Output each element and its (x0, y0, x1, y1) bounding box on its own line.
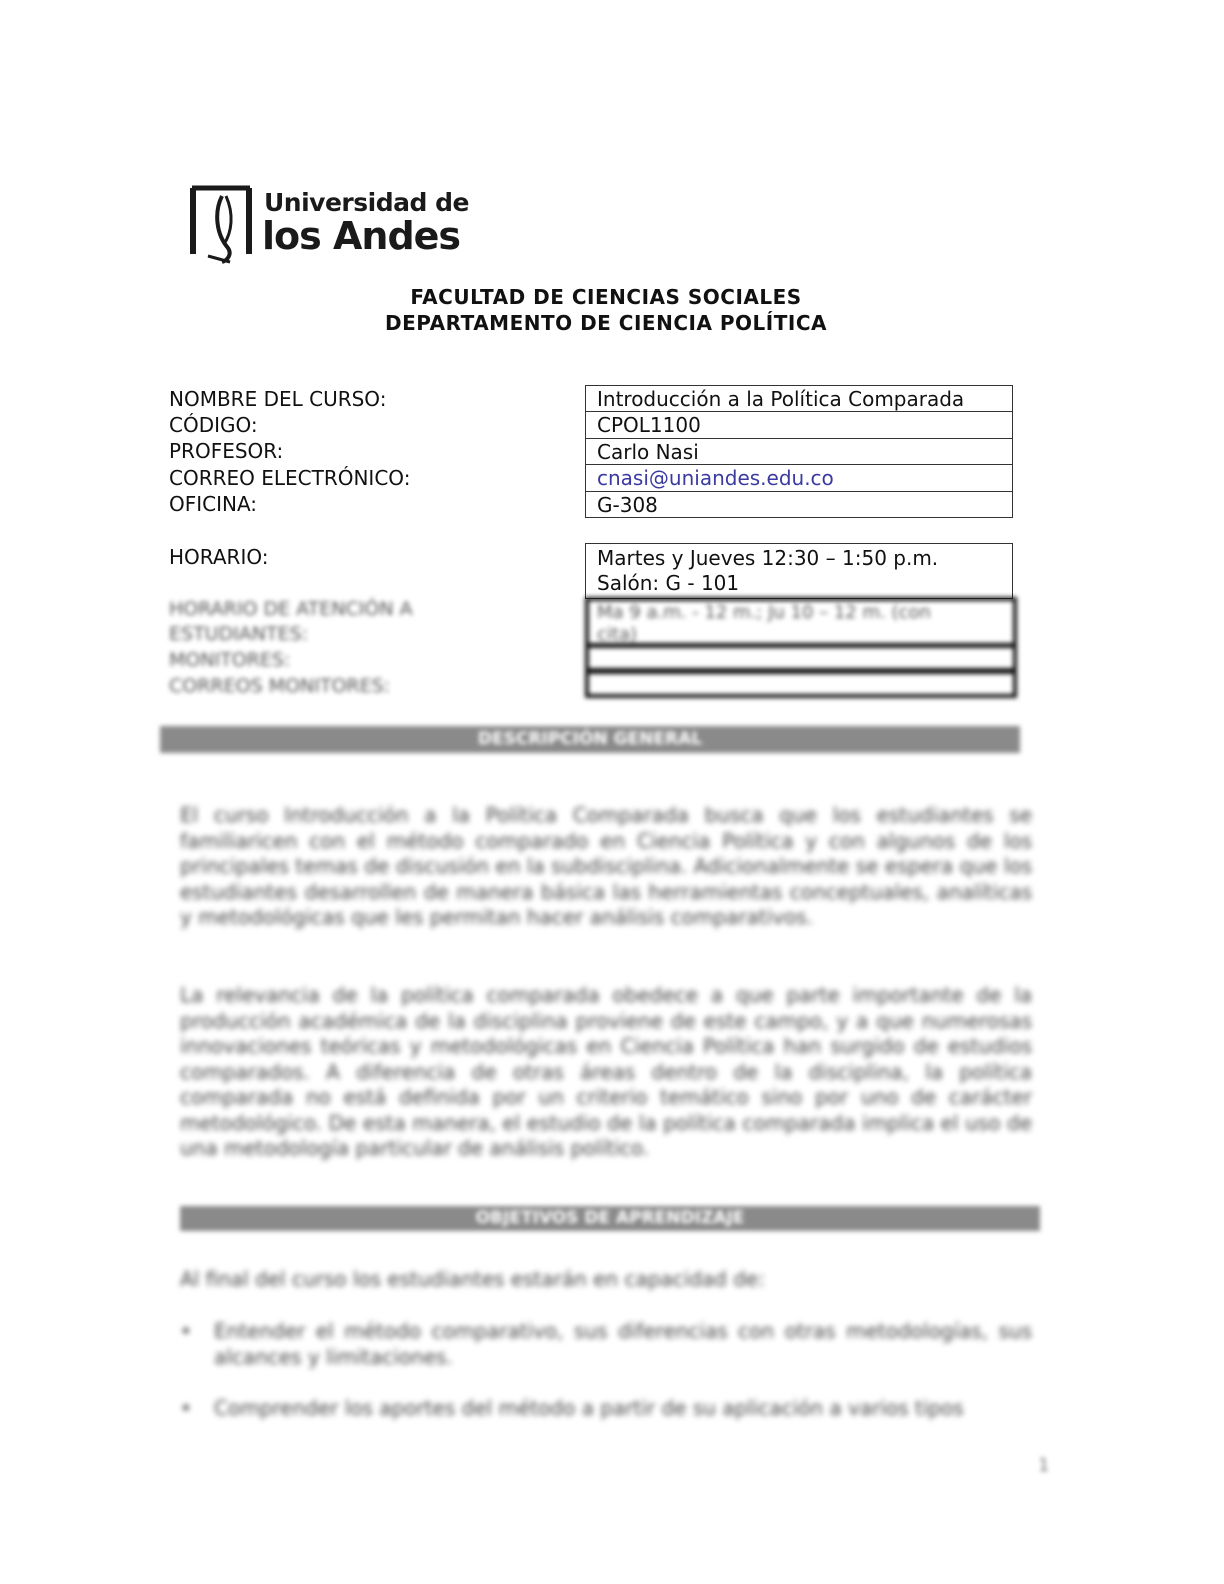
attention-hours-label-1: HORARIO DE ATENCIÓN A (169, 598, 413, 620)
professor-label: PROFESOR: (169, 439, 284, 463)
section-bar-general-description: DESCRIPCIÓN GENERAL (160, 726, 1020, 753)
general-description-paragraph-1: El curso Introducción a la Política Comparada busca que los estudiantes se familiaricen con el método comparado en Ciencia Política y con algunos de los principales temas de discusión en la subdisciplina. Adicionalmente se espera que los estudiantes desarrollen de manera básica las herramientas conceptuales, analíticas y metodológicas que les permitan hacer análisis comparativos. (180, 803, 1032, 929)
section-bar-learning-objectives: OBJETIVOS DE APRENDIZAJE (180, 1206, 1040, 1231)
logo-text-line2: los Andes (262, 214, 461, 258)
email-label: CORREO ELECTRÓNICO: (169, 466, 411, 490)
objectives-intro: Al final del curso los estudiantes estarán en capacidad de: (180, 1267, 765, 1291)
email-link[interactable]: cnasi@uniandes.edu.co (597, 466, 834, 490)
logo-text-line1: Universidad de (264, 188, 469, 217)
page-number: 1 (1038, 1455, 1050, 1476)
monitors-box (585, 644, 1017, 672)
course-code-box (585, 411, 1013, 439)
course-name-label: NOMBRE DEL CURSO: (169, 387, 387, 411)
attention-hours-value-2: cita) (597, 624, 638, 645)
bullet-marker-1: • (180, 1319, 192, 1343)
attention-hours-value-1: Ma 9 a.m. - 12 m.; Ju 10 – 12 m. (con (597, 602, 931, 623)
objective-bullet-2: Comprender los aportes del método a partir de su aplicación a varios tipos (214, 1396, 964, 1420)
bullet-marker-2: • (180, 1396, 192, 1420)
office-box (585, 491, 1013, 518)
attention-hours-box (585, 597, 1017, 647)
faculty-heading: FACULTAD DE CIENCIAS SOCIALES (410, 285, 802, 309)
professor-box (585, 438, 1013, 465)
email-box (585, 464, 1013, 492)
professor-value: Carlo Nasi (597, 440, 699, 464)
schedule-time-value: Martes y Jueves 12:30 – 1:50 p.m. (597, 546, 939, 570)
monitor-emails-label: CORREOS MONITORES: (169, 675, 391, 697)
attention-hours-label-2: ESTUDIANTES: (169, 623, 309, 645)
monitors-label: MONITORES: (169, 649, 291, 671)
general-description-paragraph-2: La relevancia de la política comparada obedece a que parte importante de la producción académica de la disciplina proviene de este campo, y a que numerosas innovaciones teóricas y metodológicas en Ciencia Política han surgido de estudios comparados. A diferencia de otras áreas dentro de la disciplina, la política comparada no está definida por un criterio temático sino por uno de carácter metodológico. De esta manera, el estudio de la política comparada implica el uso de una metodología particular de análisis político. (180, 983, 1032, 1160)
university-logo (188, 184, 469, 268)
university-shield-icon (188, 184, 258, 268)
office-value: G-308 (597, 493, 658, 517)
schedule-box (585, 543, 1013, 599)
schedule-label: HORARIO: (169, 545, 269, 569)
course-code-value: CPOL1100 (597, 413, 701, 437)
schedule-room-value: Salón: G - 101 (597, 571, 740, 595)
monitor-emails-box (585, 670, 1017, 698)
objective-bullet-1: Entender el método comparativo, sus diferencias con otras metodologías, sus alcances y limitaciones. (214, 1319, 1032, 1369)
course-name-box (585, 385, 1013, 412)
course-name-value: Introducción a la Política Comparada (597, 387, 965, 411)
department-heading: DEPARTAMENTO DE CIENCIA POLÍTICA (385, 311, 827, 335)
course-code-label: CÓDIGO: (169, 413, 258, 437)
office-label: OFICINA: (169, 492, 258, 516)
